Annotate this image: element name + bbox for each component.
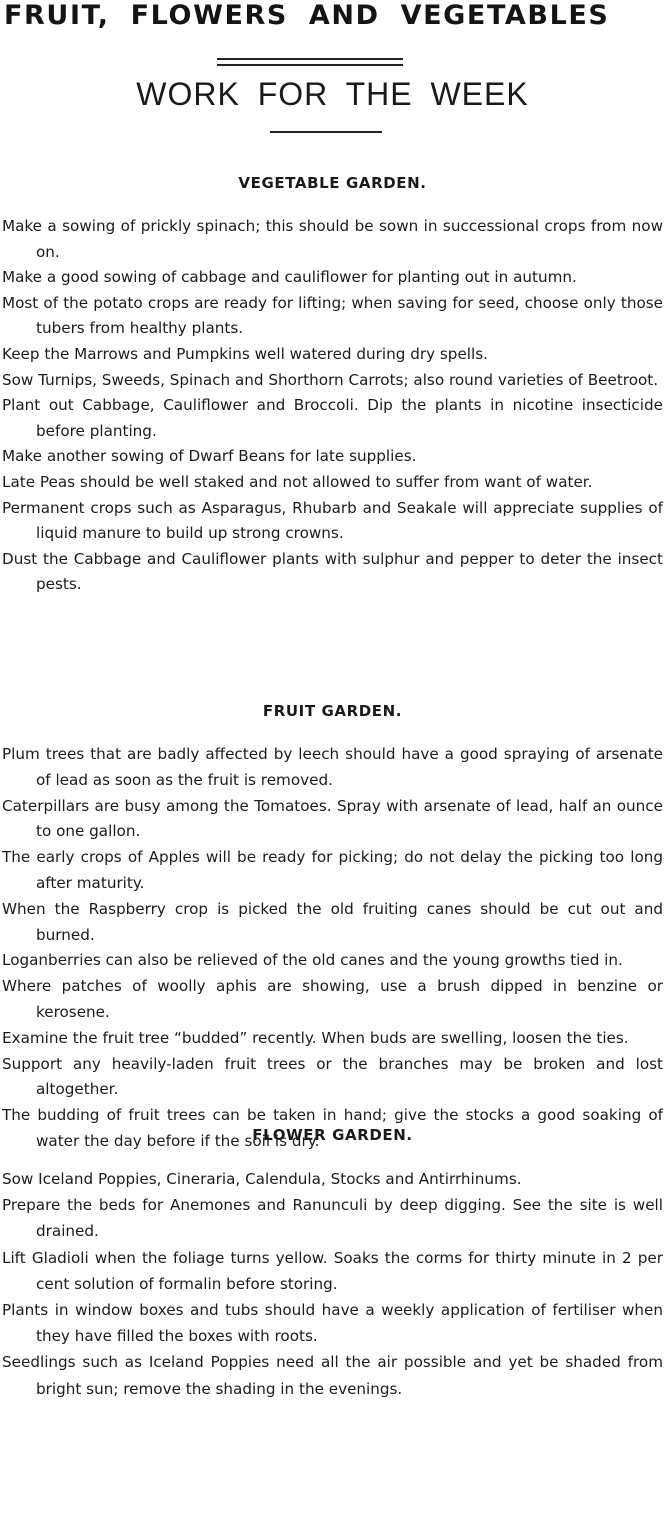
list-item: Where patches of woolly aphis are showing, use a brush dipped in benzine or kerosene. xyxy=(2,977,663,1021)
list-item: The budding of fruit trees can be taken in hand; give the stocks a good soaking of water the day before if the soil is dry. xyxy=(2,1106,663,1150)
list-item: Support any heavily-laden fruit trees or the branches may be broken and lost altogether. xyxy=(2,1054,663,1099)
list-item: Plum trees that are badly affected by leech should have a good spraying of arsenate of lead as soon as the fruit is removed. xyxy=(2,745,663,789)
section-fruit-garden xyxy=(0,702,665,1155)
subtitle-rule xyxy=(270,131,382,133)
item-list xyxy=(0,214,665,598)
list-item: Seedlings such as Iceland Poppies need all the air possible and yet be shaded from bright sun; remove the shading in the evenings. xyxy=(2,1353,663,1398)
list-item: Sow Iceland Poppies, Cineraria, Calendula, Stocks and Antirrhinums. xyxy=(2,1170,522,1188)
list-item: Dust the Cabbage and Cauliflower plants with sulphur and pepper to deter the insect pests. xyxy=(2,549,663,594)
list-item: Plant out Cabbage, Cauliflower and Broccoli. Dip the plants in nicotine insecticide before planting. xyxy=(2,396,663,440)
article-title: FRUIT, FLOWERS AND VEGETABLES xyxy=(4,0,610,31)
article-subtitle: WORK FOR THE WEEK xyxy=(136,76,529,112)
list-item: Examine the fruit tree “budded” recently. When buds are swelling, loosen the ties. xyxy=(2,1028,629,1047)
list-item: Loganberries can also be relieved of the old canes and the young growths tied in. xyxy=(2,951,623,970)
list-item: Plants in window boxes and tubs should have a weekly application of fertiliser when they have filled the boxes with roots. xyxy=(2,1301,663,1346)
list-item: Most of the potato crops are ready for lifting; when saving for seed, choose only those tubers from healthy plants. xyxy=(2,293,663,338)
section-heading: FRUIT GARDEN. xyxy=(262,702,403,720)
list-item: Make a sowing of prickly spinach; this should be sown in successional crops from now on. xyxy=(2,217,663,261)
list-item: Make a good sowing of cabbage and cauliflower for planting out in autumn. xyxy=(2,268,577,287)
list-item: When the Raspberry crop is picked the old fruiting canes should be cut out and burned. xyxy=(2,899,663,944)
section-flower-garden xyxy=(0,1126,665,1402)
list-item: Permanent crops such as Asparagus, Rhubarb and Seakale will appreciate supplies of liquid manure to build up strong crowns. xyxy=(2,498,663,543)
list-item: Late Peas should be well staked and not allowed to suffer from want of water. xyxy=(2,472,593,491)
title-double-rule xyxy=(217,58,403,66)
section-heading: FLOWER GARDEN. xyxy=(252,1126,413,1144)
item-list xyxy=(0,742,665,1155)
list-item: The early crops of Apples will be ready for picking; do not delay the picking too long after maturity. xyxy=(2,848,663,892)
section-heading: VEGETABLE GARDEN. xyxy=(238,174,427,192)
list-item: Caterpillars are busy among the Tomatoes. Spray with arsenate of lead, half an ounce to one gallon. xyxy=(2,796,663,841)
list-item: Prepare the beds for Anemones and Ranunculi by deep digging. See the site is well drained. xyxy=(2,1196,663,1241)
list-item: Keep the Marrows and Pumpkins well watered during dry spells. xyxy=(2,344,488,363)
section-vegetable-garden xyxy=(0,174,665,598)
item-list xyxy=(0,1166,665,1402)
list-item: Lift Gladioli when the foliage turns yellow. Soaks the corms for thirty minute in 2 per cent solution of formalin before storing. xyxy=(2,1248,663,1293)
list-item: Sow Turnips, Sweeds, Spinach and Shorthorn Carrots; also round varieties of Beetroot. xyxy=(2,370,659,389)
list-item: Make another sowing of Dwarf Beans for late supplies. xyxy=(2,447,417,466)
